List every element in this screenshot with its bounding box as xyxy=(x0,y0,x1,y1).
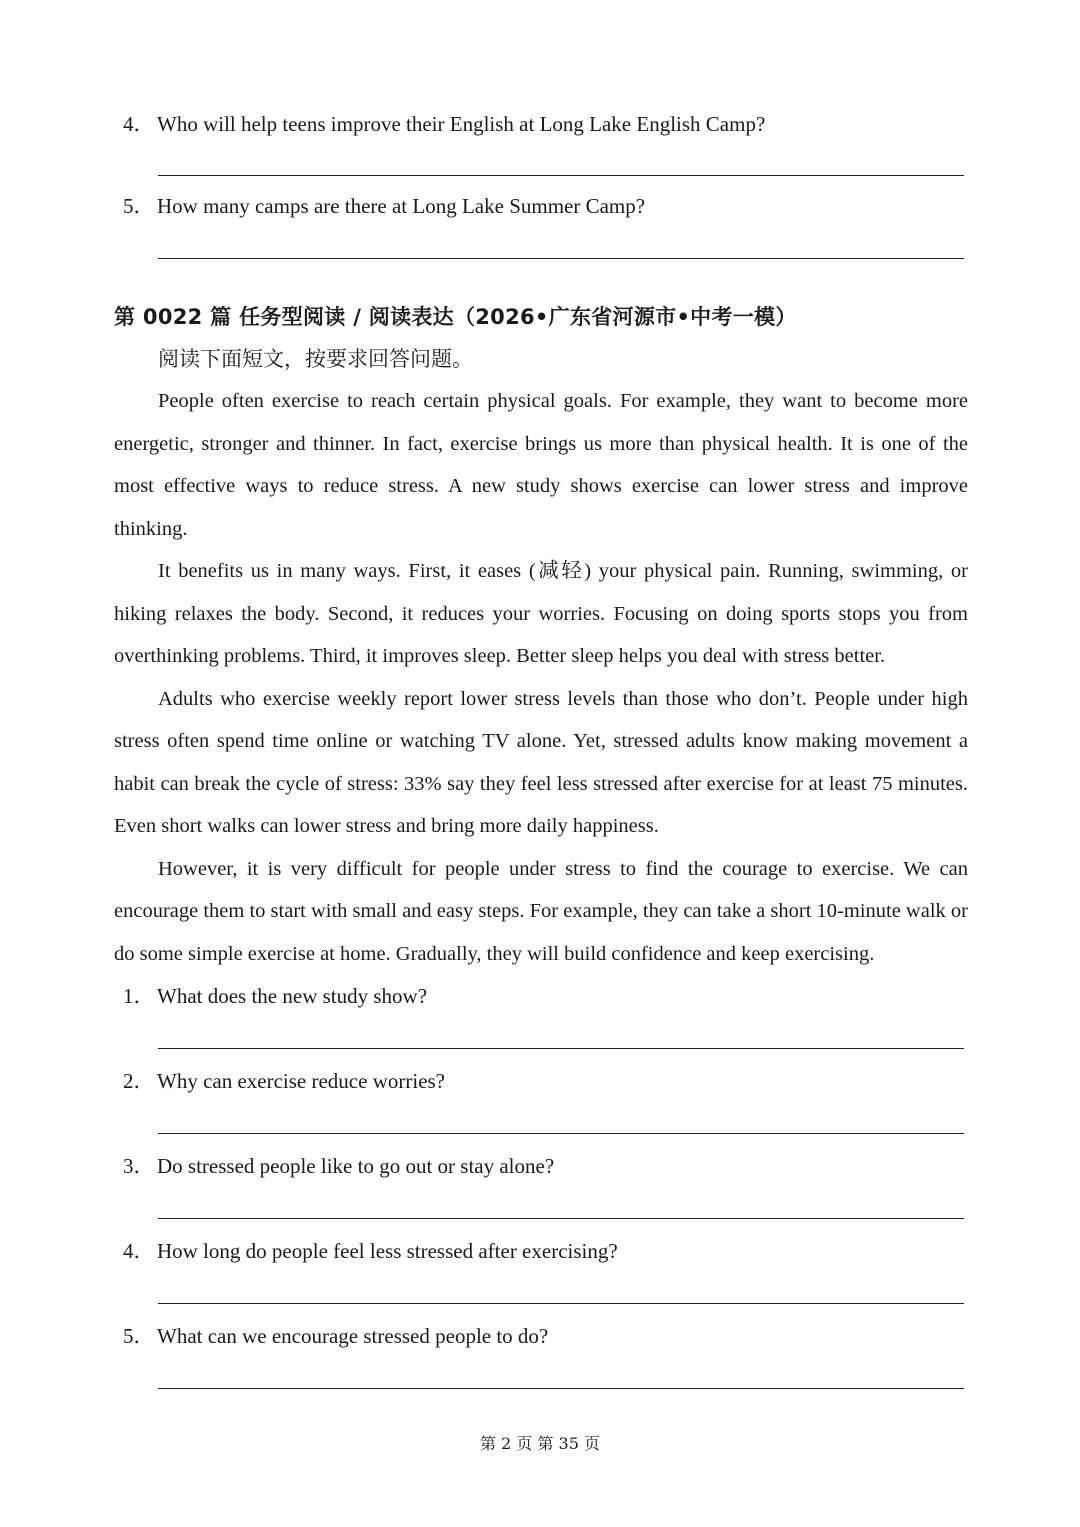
question-number: 5． xyxy=(123,1324,155,1348)
question-number: 4． xyxy=(123,112,155,136)
question-text: What does the new study show? xyxy=(157,984,428,1008)
prev-question-4 xyxy=(123,110,765,138)
question-number: 1． xyxy=(123,984,155,1008)
question-4 xyxy=(123,1237,618,1265)
question-2 xyxy=(123,1067,445,1095)
answer-line[interactable] xyxy=(158,1303,964,1304)
question-number: 2． xyxy=(123,1069,155,1093)
question-number: 4． xyxy=(123,1239,155,1263)
section-title: 第 0022 篇 任务型阅读 / 阅读表达（2026•广东省河源市•中考一模） xyxy=(114,305,797,329)
answer-line[interactable] xyxy=(158,258,964,259)
reading-passage xyxy=(114,380,968,975)
question-3 xyxy=(123,1152,554,1180)
page-footer: 第 2 页 第 35 页 xyxy=(480,1434,600,1453)
section-instruction: 阅读下面短文，按要求回答问题。 xyxy=(158,347,473,371)
answer-line[interactable] xyxy=(158,175,964,176)
passage-paragraph-3: Adults who exercise weekly report lower stress levels than those who don’t. People under high stress often spend time online or watching TV alone. Yet, stressed adults know making movement a habit can break the cycle of stress: 33% say they feel less stressed after exercise for at least 75 minutes. Even short walks can lower stress and bring more daily happiness. xyxy=(114,687,968,837)
answer-line[interactable] xyxy=(158,1048,964,1049)
answer-line[interactable] xyxy=(158,1133,964,1134)
question-text: Who will help teens improve their English at Long Lake English Camp? xyxy=(157,112,766,136)
question-number: 5． xyxy=(123,194,155,218)
question-text: How long do people feel less stressed after exercising? xyxy=(157,1239,618,1263)
answer-line[interactable] xyxy=(158,1388,964,1389)
question-1 xyxy=(123,982,427,1010)
passage-paragraph-4: However, it is very difficult for people under stress to find the courage to exercise. We can encourage them to start with small and easy steps. For example, they can take a short 10-minute walk or do some simple exercise at home. Gradually, they will build confidence and keep exercising. xyxy=(114,857,968,965)
passage-paragraph-1: People often exercise to reach certain physical goals. For example, they want to become more energetic, stronger and thinner. In fact, exercise brings us more than physical health. It is one of the most effective ways to reduce stress. A new study shows exercise can lower stress and improve thinking. xyxy=(114,390,968,540)
prev-question-5 xyxy=(123,192,645,220)
question-text: How many camps are there at Long Lake Summer Camp? xyxy=(157,194,646,218)
question-5 xyxy=(123,1322,548,1350)
question-text: What can we encourage stressed people to do? xyxy=(157,1324,549,1348)
question-number: 3． xyxy=(123,1154,155,1178)
answer-line[interactable] xyxy=(158,1218,964,1219)
question-text: Do stressed people like to go out or stay alone? xyxy=(157,1154,555,1178)
passage-paragraph-2: It benefits us in many ways. First, it eases (减轻) your physical pain. Running, swimming, or hiking relaxes the body. Second, it reduces your worries. Focusing on doing sports stops you from overthinking problems. Third, it improves sleep. Better sleep helps you deal with stress better. xyxy=(114,560,968,667)
question-text: Why can exercise reduce worries? xyxy=(157,1069,446,1093)
